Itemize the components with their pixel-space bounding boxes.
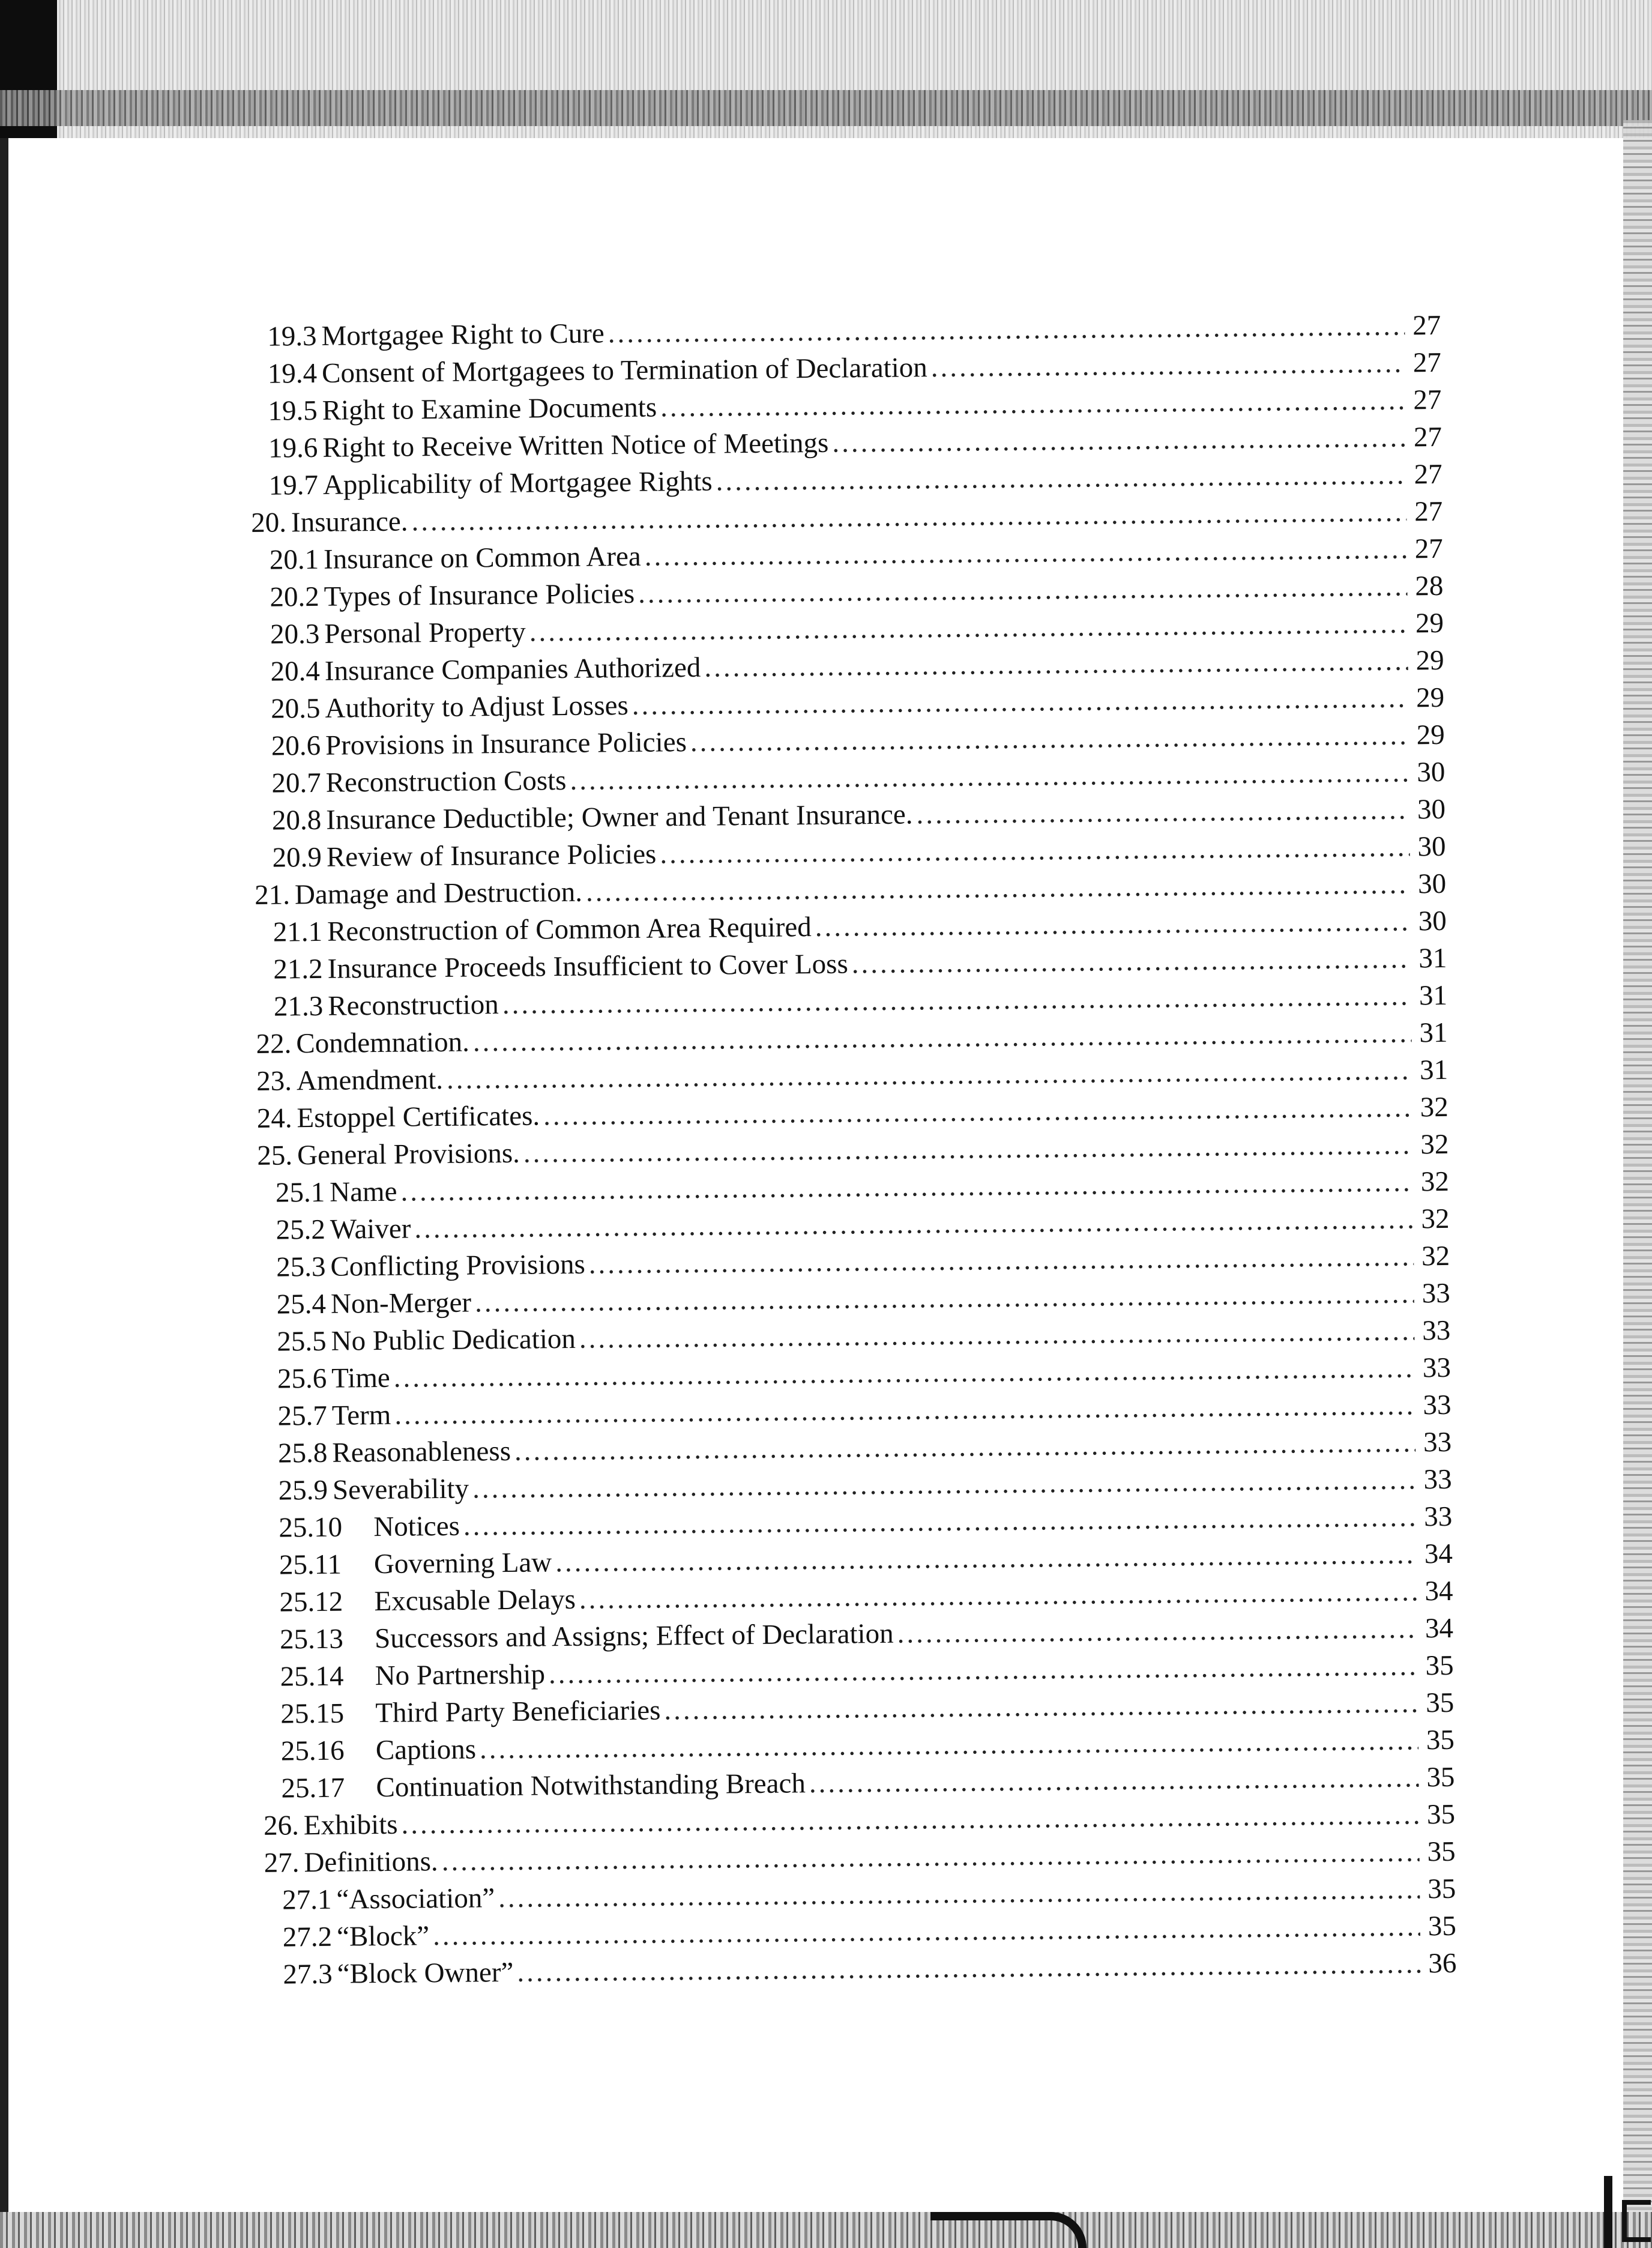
toc-entry-number: 21.3	[273, 990, 324, 1023]
toc-entry-title: Right to Examine Documents	[322, 391, 657, 426]
toc-entry-page: 27	[1414, 495, 1443, 528]
toc-entry-title: No Public Dedication	[331, 1323, 576, 1357]
toc-entry-number: 20.9	[272, 841, 322, 874]
table-of-contents	[249, 307, 1457, 1993]
toc-dot-leader	[916, 791, 1409, 833]
toc-entry-number: 25.4	[276, 1288, 327, 1320]
toc-entry-page: 27	[1412, 346, 1442, 379]
toc-entry-page: 33	[1422, 1352, 1452, 1384]
toc-entry-page: 29	[1415, 607, 1444, 639]
toc-entry-page: 30	[1417, 756, 1446, 788]
toc-entry-number: 20.4	[270, 655, 321, 687]
toc-entry-number: 25.1	[275, 1176, 325, 1209]
scan-shadow-top	[0, 0, 1652, 138]
toc-entry-page: 32	[1420, 1165, 1450, 1198]
toc-entry-title: General Provisions.	[297, 1137, 520, 1171]
toc-entry-number: 20.6	[271, 730, 321, 762]
toc-entry-page: 35	[1425, 1687, 1455, 1719]
toc-entry-page: 29	[1416, 719, 1446, 751]
toc-dot-leader	[897, 1610, 1417, 1652]
toc-entry-title: Right to Receive Written Notice of Meetings	[322, 427, 829, 464]
toc-entry-title: Exhibits	[303, 1808, 398, 1842]
toc-entry-title: Time	[331, 1362, 390, 1394]
toc-entry-title: Name	[329, 1176, 397, 1208]
toc-entry-number: 24.	[256, 1102, 292, 1134]
toc-entry-number: 27.2	[282, 1921, 333, 1953]
toc-entry-number: 25.9	[278, 1474, 328, 1506]
toc-entry-title: Reconstruction Costs	[325, 764, 567, 799]
toc-entry-title: Waiver	[330, 1213, 411, 1245]
toc-entry-title: Insurance Deductible; Owner and Tenant Insurance.	[326, 799, 913, 836]
toc-entry-title: “Block”	[336, 1920, 430, 1953]
toc-entry-number: 25.8	[277, 1437, 328, 1469]
toc-entry-title: Term	[331, 1399, 391, 1431]
toc-entry-page: 31	[1418, 979, 1448, 1012]
corner-bar	[1604, 2176, 1612, 2248]
toc-entry-page: 28	[1415, 570, 1444, 602]
toc-entry-title: Definitions.	[304, 1846, 438, 1879]
toc-entry-page: 35	[1426, 1798, 1456, 1831]
scan-shadow-right	[1623, 120, 1652, 2248]
toc-entry-page: 30	[1417, 793, 1446, 826]
toc-entry-number: 25.3	[276, 1251, 326, 1283]
toc-dot-leader	[851, 940, 1411, 982]
toc-entry-number: 25.10	[279, 1511, 343, 1544]
toc-entry-title: Captions	[375, 1733, 477, 1766]
toc-entry-page: 32	[1421, 1203, 1450, 1235]
toc-entry-title: Reasonableness	[332, 1435, 511, 1469]
toc-entry-page: 32	[1421, 1240, 1450, 1272]
toc-entry-title: “Association”	[336, 1882, 495, 1915]
toc-entry-number: 20.	[251, 507, 287, 539]
toc-entry-title: Insurance.	[291, 506, 408, 539]
toc-entry-title: Insurance Companies Authorized	[324, 651, 701, 687]
toc-entry-number: 25.14	[280, 1660, 344, 1693]
toc-entry-title: Personal Property	[324, 616, 526, 650]
toc-entry-number: 22.	[256, 1028, 292, 1060]
toc-entry-title: Reconstruction	[328, 989, 499, 1022]
page-corner-mark	[1604, 2176, 1652, 2248]
toc-entry-page: 35	[1426, 1724, 1455, 1756]
toc-entry-page: 34	[1424, 1612, 1454, 1645]
toc-entry-page: 27	[1413, 384, 1442, 416]
toc-entry-page: 31	[1419, 1017, 1448, 1049]
toc-dot-leader	[716, 456, 1406, 500]
toc-entry-title: Authority to Adjust Losses	[325, 689, 629, 724]
toc-entry-number: 20.3	[270, 618, 320, 650]
toc-entry-page: 34	[1424, 1575, 1453, 1607]
toc-entry-number: 27.3	[283, 1958, 333, 1990]
toc-entry-number: 27.1	[282, 1884, 332, 1916]
toc-entry-number: 26.	[263, 1810, 300, 1842]
toc-entry-page: 31	[1419, 1054, 1449, 1086]
toc-entry-title: No Partnership	[375, 1658, 546, 1692]
toc-entry-number: 20.5	[270, 692, 321, 725]
toc-entry-page: 32	[1420, 1091, 1449, 1123]
toc-entry-page: 33	[1423, 1463, 1452, 1496]
toc-entry-page: 36	[1428, 1947, 1457, 1980]
toc-entry-page: 33	[1423, 1426, 1452, 1458]
toc-entry-page: 35	[1427, 1836, 1456, 1868]
toc-entry-title: Notices	[373, 1510, 460, 1543]
toc-entry-page: 27	[1412, 309, 1441, 342]
toc-entry-title: Applicability of Mortgagee Rights	[322, 465, 713, 501]
toc-entry-number: 20.7	[271, 767, 321, 799]
toc-entry-number: 20.1	[269, 543, 319, 576]
toc-entry-title: Types of Insurance Policies	[324, 578, 635, 612]
toc-entry-title: Review of Insurance Policies	[326, 838, 657, 873]
toc-entry-title: Insurance on Common Area	[323, 540, 641, 575]
toc-entry-number: 25.5	[277, 1325, 327, 1358]
toc-entry-number: 19.4	[267, 357, 318, 390]
toc-entry-number: 19.3	[267, 320, 317, 352]
toc-entry-page: 33	[1421, 1277, 1450, 1310]
scan-shadow-bottom	[0, 2212, 1652, 2248]
toc-entry-number: 25.	[257, 1140, 293, 1171]
toc-entry-title: Consent of Mortgagees to Termination of Declaration	[321, 352, 928, 389]
corner-box	[1622, 2200, 1651, 2242]
toc-dot-leader	[690, 716, 1409, 760]
toc-entry-title: Non-Merger	[330, 1287, 472, 1320]
toc-entry-page: 35	[1426, 1761, 1455, 1793]
toc-entry-number: 21.1	[273, 916, 323, 948]
toc-dot-leader	[517, 1945, 1421, 1990]
scan-edge-band	[0, 90, 1652, 126]
toc-entry-title: Successors and Assigns; Effect of Declaration	[374, 1618, 894, 1655]
toc-entry-title: Provisions in Insurance Policies	[325, 727, 687, 761]
toc-entry-number: 21.	[254, 879, 291, 911]
toc-entry-page: 29	[1415, 681, 1445, 714]
scan-shadow-left	[0, 138, 8, 2248]
toc-entry-page: 35	[1427, 1910, 1457, 1942]
toc-entry-page: 35	[1427, 1873, 1456, 1905]
toc-entry-number: 25.17	[281, 1772, 345, 1804]
toc-entry-title: Damage and Destruction.	[294, 876, 583, 911]
toc-entry-number: 21.2	[273, 953, 323, 985]
toc-entry-title: Third Party Beneficiaries	[375, 1694, 661, 1729]
toc-entry-number: 19.7	[268, 469, 319, 501]
toc-entry-page: 29	[1415, 644, 1444, 677]
toc-entry-title: Governing Law	[373, 1547, 552, 1580]
toc-entry-page: 35	[1425, 1649, 1454, 1682]
toc-entry-number: 20.8	[271, 804, 322, 836]
toc-entry-page: 34	[1424, 1538, 1453, 1570]
toc-entry-page: 33	[1422, 1314, 1451, 1347]
toc-entry-page: 30	[1417, 868, 1447, 900]
toc-entry-number: 19.6	[268, 432, 318, 464]
toc-entry-title: Reconstruction of Common Area Required	[327, 911, 812, 947]
toc-entry-title: “Block Owner”	[337, 1956, 514, 1990]
toc-entry-title: Estoppel Certificates.	[297, 1100, 540, 1134]
toc-entry-number: 25.15	[280, 1697, 345, 1730]
toc-entry-number: 19.5	[268, 394, 318, 427]
scan-binding-curve	[930, 2212, 1087, 2248]
toc-entry-page: 31	[1418, 942, 1447, 974]
toc-entry-page: 27	[1414, 533, 1444, 565]
toc-entry-title: Conflicting Provisions	[330, 1248, 585, 1283]
toc-entry-title: Insurance Proceeds Insufficient to Cover Loss	[327, 948, 848, 985]
toc-entry-title: Condemnation.	[296, 1026, 470, 1060]
toc-entry-page: 27	[1414, 458, 1442, 491]
toc-entry-number: 25.6	[277, 1362, 327, 1395]
toc-dot-leader	[704, 642, 1408, 686]
toc-entry-title: Severability	[332, 1473, 469, 1506]
toc-entry-title: Excusable Delays	[374, 1583, 576, 1618]
toc-entry-number: 25.16	[280, 1735, 345, 1767]
toc-entry-title: Continuation Notwithstanding Breach	[376, 1768, 806, 1804]
toc-entry-number: 23.	[256, 1065, 292, 1097]
toc-dot-leader	[832, 419, 1406, 462]
toc-entry-title: Mortgagee Right to Cure	[321, 318, 604, 352]
toc-entry-page: 33	[1423, 1389, 1452, 1421]
toc-entry-page: 30	[1417, 830, 1446, 863]
toc-dot-leader	[815, 902, 1411, 946]
toc-entry-page: 32	[1420, 1128, 1449, 1161]
toc-entry-number: 25.11	[279, 1549, 342, 1581]
toc-entry-page: 27	[1413, 421, 1442, 453]
toc-entry-number: 27.	[264, 1847, 300, 1879]
toc-entry-page: 30	[1418, 905, 1447, 937]
toc-dot-leader	[809, 1759, 1419, 1802]
toc-dot-leader	[930, 345, 1405, 387]
toc-entry-number: 25.2	[276, 1213, 326, 1246]
toc-entry-number: 20.2	[270, 581, 319, 613]
toc-entry-number: 25.12	[279, 1586, 343, 1618]
toc-entry-number: 25.7	[277, 1400, 328, 1432]
toc-entry-title: Amendment.	[296, 1063, 444, 1097]
toc-entry-number: 25.13	[279, 1623, 344, 1655]
toc-entry-page: 33	[1424, 1500, 1453, 1533]
